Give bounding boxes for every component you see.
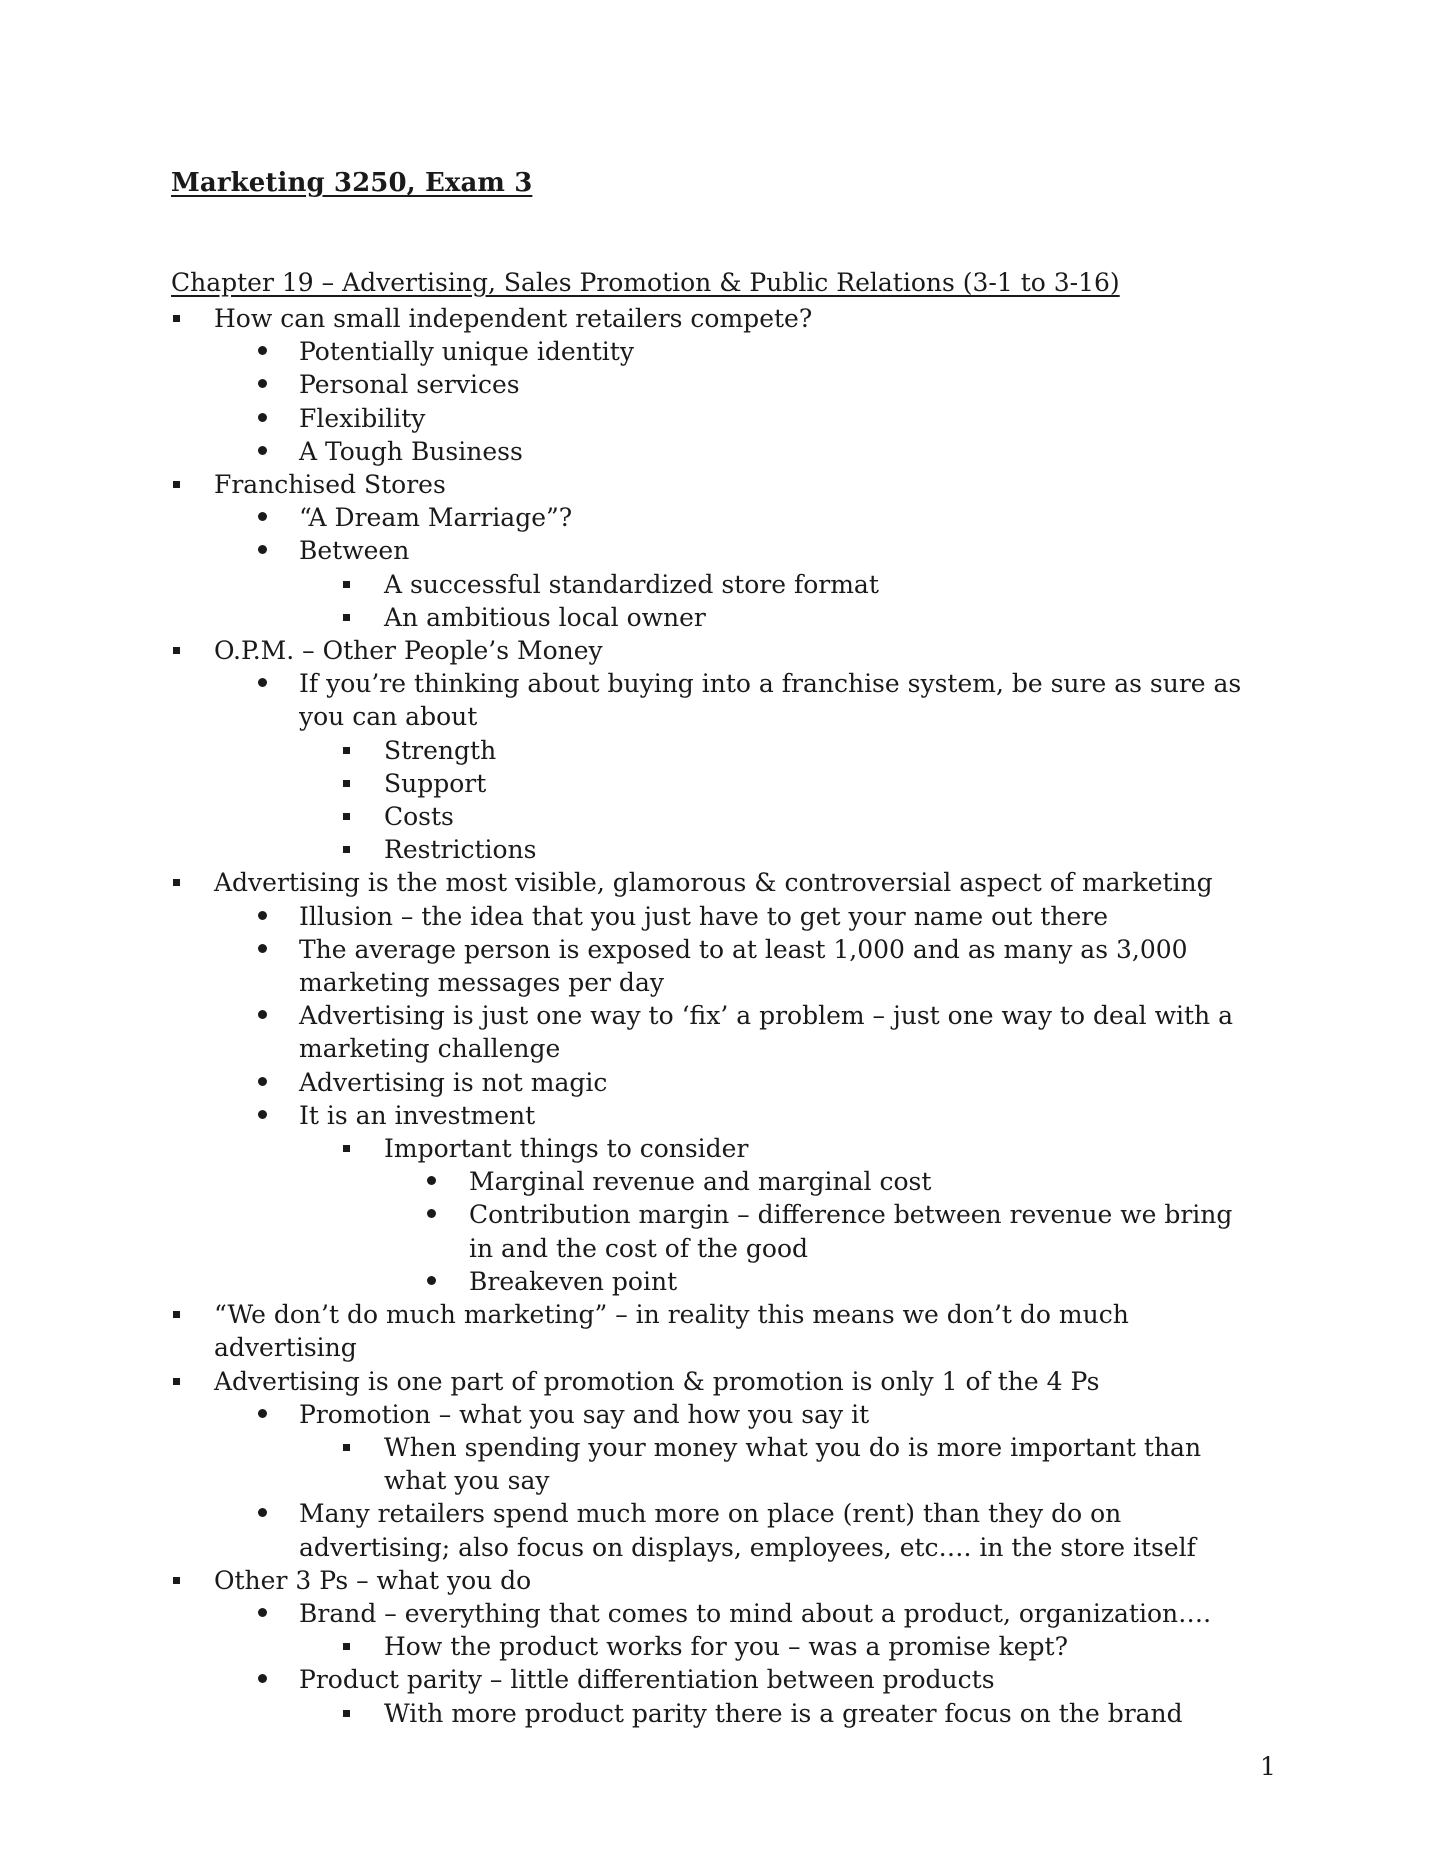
outline-item-text: Potentially unique identity: [299, 337, 634, 367]
outline-item: [0, 800, 1259, 833]
outline-item: [0, 402, 1259, 435]
outline-list: [0, 302, 1456, 1730]
outline-item: [0, 767, 1259, 800]
document-title: Marketing 3250, Exam 3: [171, 168, 533, 198]
outline-item: [0, 1265, 1259, 1298]
outline-item: [0, 501, 1259, 534]
outline-item: [0, 302, 1264, 335]
outline-item-text: The average person is exposed to at least 1,000 and as many as 3,000 marketing messages per day: [299, 934, 1188, 998]
outline-item: [0, 833, 1259, 866]
outline-item-text: Illusion – the idea that you just have to get your name out there: [299, 901, 1108, 931]
outline-item: [0, 1597, 1259, 1630]
outline-item-text: Advertising is the most visible, glamorous & controversial aspect of marketing: [214, 868, 1213, 898]
outline-item-text: With more product parity there is a greater focus on the brand: [384, 1698, 1183, 1728]
outline-item: [0, 335, 1259, 368]
outline-item: [0, 1497, 1259, 1563]
outline-item: [0, 468, 1264, 501]
outline-item-text: A Tough Business: [299, 436, 523, 466]
outline-item-text: It is an investment: [299, 1100, 536, 1130]
outline-item-text: Many retailers spend much more on place (rent) than they do on advertising; also focus on displays, employees, etc…. in the store itself: [299, 1499, 1196, 1562]
outline-item: [0, 866, 1264, 899]
outline-item: [0, 1198, 1259, 1264]
outline-item-text: Personal services: [299, 370, 520, 400]
outline-item: [0, 1132, 1259, 1165]
outline-item: [0, 1365, 1264, 1398]
outline-item-text: Between: [299, 536, 410, 566]
outline-item-text: Other 3 Ps – what you do: [214, 1565, 532, 1595]
outline-item: [0, 568, 1259, 601]
outline-item-text: Important things to consider: [384, 1134, 749, 1164]
outline-item-text: Breakeven point: [469, 1266, 678, 1296]
outline-item: [0, 1663, 1259, 1696]
outline-item: [0, 734, 1259, 767]
outline-item: [0, 534, 1259, 567]
outline-item-text: How can small independent retailers compete?: [214, 304, 813, 333]
outline-item-text: Product parity – little differentiation between products: [299, 1665, 995, 1695]
outline-item: [0, 900, 1259, 933]
outline-item-text: Marginal revenue and marginal cost: [469, 1167, 932, 1197]
outline-item-text: Costs: [384, 802, 454, 832]
outline-item: [0, 435, 1259, 468]
outline-item-text: If you’re thinking about buying into a franchise system, be sure as sure as you can about: [299, 669, 1242, 732]
outline-item-text: Strength: [384, 735, 497, 765]
page-number: 1: [1260, 1752, 1276, 1781]
outline-item-text: Promotion – what you say and how you say it: [299, 1399, 870, 1429]
outline-item: [0, 1697, 1259, 1730]
chapter-heading: Chapter 19 – Advertising, Sales Promotion & Public Relations (3-1 to 3-16): [171, 268, 1120, 297]
outline-item-text: A successful standardized store format: [384, 569, 879, 599]
outline-item-text: Franchised Stores: [214, 470, 446, 500]
outline-item: [0, 634, 1264, 667]
outline-item-text: Contribution margin – difference between revenue we bring in and the cost of the good: [469, 1200, 1233, 1263]
outline-item: [0, 1431, 1259, 1497]
outline-item-text: Flexibility: [299, 403, 426, 433]
outline-item: [0, 1298, 1264, 1364]
outline-item-text: “We don’t do much marketing” – in reality this means we don’t do much advertising: [214, 1300, 1129, 1363]
outline-item: [0, 933, 1259, 999]
outline-item-text: Advertising is one part of promotion & promotion is only 1 of the 4 Ps: [214, 1366, 1100, 1396]
outline-item: [0, 667, 1259, 733]
outline-item-text: How the product works for you – was a promise kept?: [384, 1632, 1068, 1662]
outline-item-text: Support: [384, 768, 487, 798]
outline-item: [0, 1564, 1264, 1597]
outline-item-text: Advertising is not magic: [299, 1067, 608, 1097]
outline-item: [0, 1630, 1259, 1663]
outline-item-text: Restrictions: [384, 835, 537, 865]
outline-item: [0, 601, 1259, 634]
outline-item-text: O.P.M. – Other People’s Money: [214, 636, 603, 666]
outline-item-text: An ambitious local owner: [384, 602, 706, 632]
outline-item: [0, 1398, 1259, 1431]
outline-item-text: Advertising is just one way to ‘fix’ a problem – just one way to deal with a marketing challenge: [299, 1001, 1233, 1064]
outline-item-text: “A Dream Marriage”?: [299, 503, 573, 533]
outline-item-text: When spending your money what you do is more important than what you say: [384, 1432, 1202, 1496]
outline-item: [0, 1165, 1259, 1198]
outline-item: [0, 999, 1259, 1065]
outline-item: [0, 1066, 1259, 1099]
outline-item-text: Brand – everything that comes to mind about a product, organization….: [299, 1598, 1212, 1628]
outline-item: [0, 368, 1259, 401]
outline-item: [0, 1099, 1259, 1132]
